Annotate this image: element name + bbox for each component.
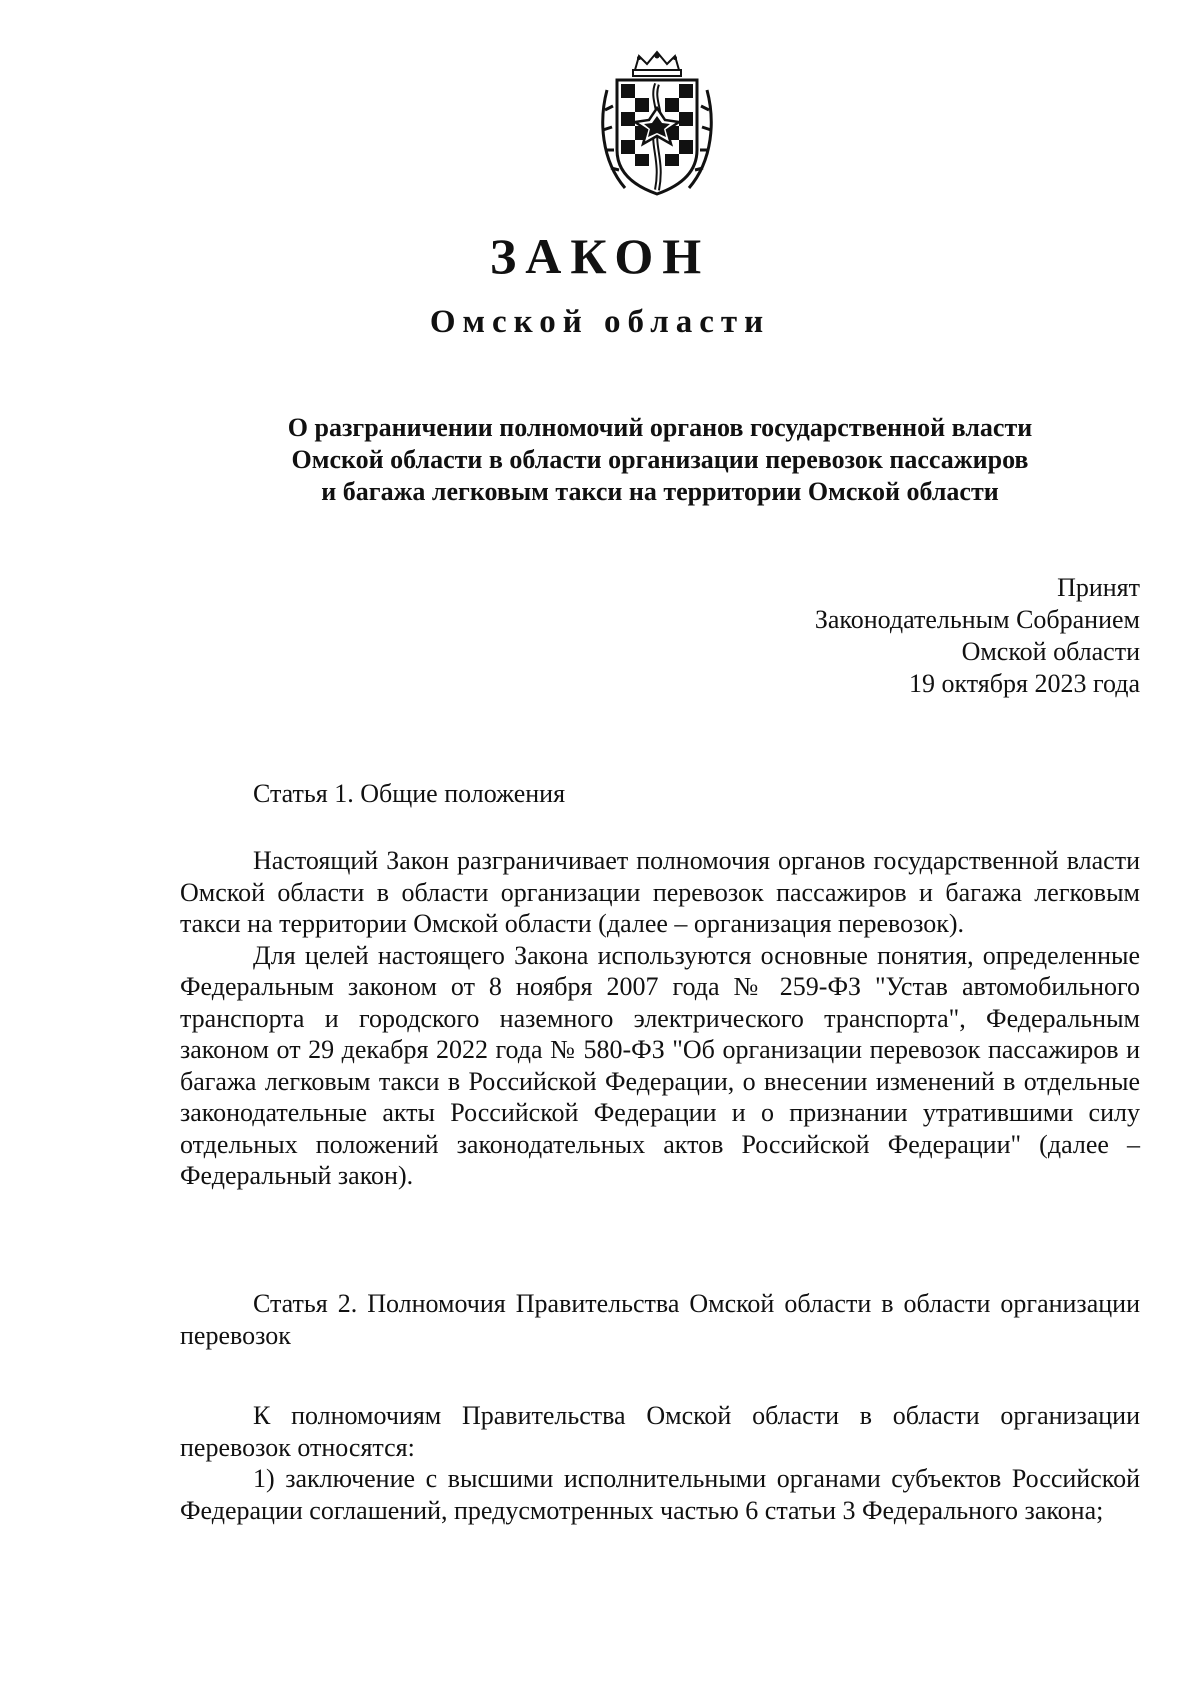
article-1-body: [180, 845, 1140, 1192]
adoption-line: Законодательным Собранием: [814, 605, 1140, 634]
law-heading: [180, 412, 1140, 508]
article-1-paragraph-1: Настоящий Закон разграничивает полномочия органов государственной власти Омской области в области организации перевозок пассажиров и багажа легковым такси на территории Омской области (далее – организация перевозок).: [180, 846, 1140, 938]
adoption-block: [640, 572, 1140, 700]
law-heading-line: О разграничении полномочий органов государственной власти: [287, 413, 1033, 442]
article-1: [180, 778, 1140, 810]
coat-of-arms-icon: [595, 50, 719, 198]
adoption-line: Принят: [1057, 573, 1140, 602]
article-2-body: [180, 1400, 1140, 1526]
article-2-title: Статья 2. Полномочия Правительства Омской области в области организации перевозок: [180, 1289, 1140, 1350]
document-subtitle: Омской области: [429, 304, 771, 340]
article-2: [180, 1288, 1140, 1351]
adoption-line: Омской области: [961, 637, 1140, 666]
article-2-item-1: 1) заключение с высшими исполнительными органами субъектов Российской Федерации соглашений, предусмотренных частью 6 статьи 3 Федерального закона;: [180, 1464, 1140, 1525]
law-heading-line: Омской области в области организации перевозок пассажиров: [291, 445, 1029, 474]
article-1-paragraph-2: Для целей настоящего Закона используются основные понятия, определенные Федеральным законом от 8 ноября 2007 года № 259-ФЗ "Устав автомобильного транспорта и городского наземного электрического транспорта", Федеральным законом от 29 декабря 2022 года № 580-ФЗ "Об организации перевозок пассажиров и багажа легковым такси в Российской Федерации, о внесении изменений в отдельные законодательные акты Российской Федерации и о признании утратившими силу отдельных положений законодательных актов Российской Федерации" (далее – Федеральный закон).: [180, 940, 1140, 1190]
adoption-date: 19 октября 2023 года: [909, 669, 1140, 698]
law-heading-line: и багажа легковым такси на территории Омской области: [321, 477, 999, 506]
document-title: ЗАКОН: [489, 228, 711, 284]
article-2-intro: К полномочиям Правительства Омской области в области организации перевозок относятся:: [180, 1401, 1140, 1462]
article-1-title: Статья 1. Общие положения: [253, 779, 566, 808]
